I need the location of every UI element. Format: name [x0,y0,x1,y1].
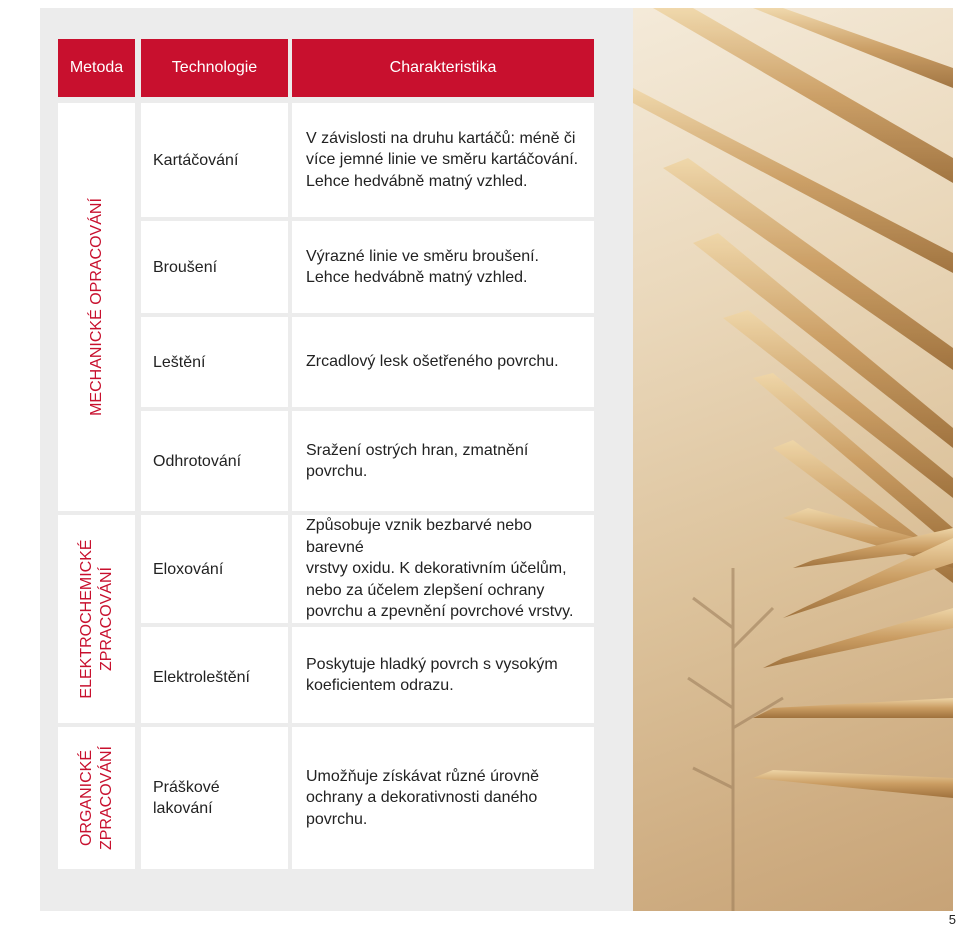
group-electrochemical-label-line2: ZPRACOVÁNÍ [97,566,115,672]
aluminium-profiles-photo [633,8,953,911]
table-row-description: Umožňuje získávat různé úrovně ochrany a dekorativnosti daného povrchu. [292,727,594,869]
table-row-technology: Práškové lakování [141,727,288,869]
table-row-description: Zrcadlový lesk ošetřeného povrchu. [292,317,594,407]
table-row-technology: Broušení [141,221,288,313]
table-row-technology: Kartáčování [141,103,288,217]
header-characteristic: Charakteristika [292,39,594,97]
table-row-description: Způsobuje vznik bezbarvé nebo barevné vrstvy oxidu. K dekorativním účelům, nebo za účelem zlepšení ochrany povrchu a zpevnění povrchové vrstvy. [292,515,594,623]
group-organic [58,727,135,869]
group-electrochemical [58,515,135,723]
table-row-description: Poskytuje hladký povrch s vysokým koeficientem odrazu. [292,627,594,723]
group-electrochemical-label-line1: ELEKTROCHEMICKÉ [77,539,95,699]
table-row-technology: Odhrotování [141,411,288,511]
header-method: Metoda [58,39,135,97]
profiles-illustration [633,8,953,911]
table-row-description: Výrazné linie ve směru broušení. Lehce hedvábně matný vzhled. [292,221,594,313]
group-mechanical-label: MECHANICKÉ OPRACOVÁNÍ [87,198,105,416]
page-number: 5 [948,912,956,925]
table-row-technology: Eloxování [141,515,288,623]
group-organic-label-line1: ORGANICKÉ [77,749,95,847]
table-row-technology: Leštění [141,317,288,407]
header-technology: Technologie [141,39,288,97]
group-mechanical [58,103,135,511]
table-row-description: Sražení ostrých hran, zmatnění povrchu. [292,411,594,511]
group-organic-label-line2: ZPRACOVÁNÍ [97,745,115,851]
table-row-technology: Elektroleštění [141,627,288,723]
table-row-description: V závislosti na druhu kartáčů: méně či více jemné linie ve směru kartáčování. Lehce hedvábně matný vzhled. [292,103,594,217]
